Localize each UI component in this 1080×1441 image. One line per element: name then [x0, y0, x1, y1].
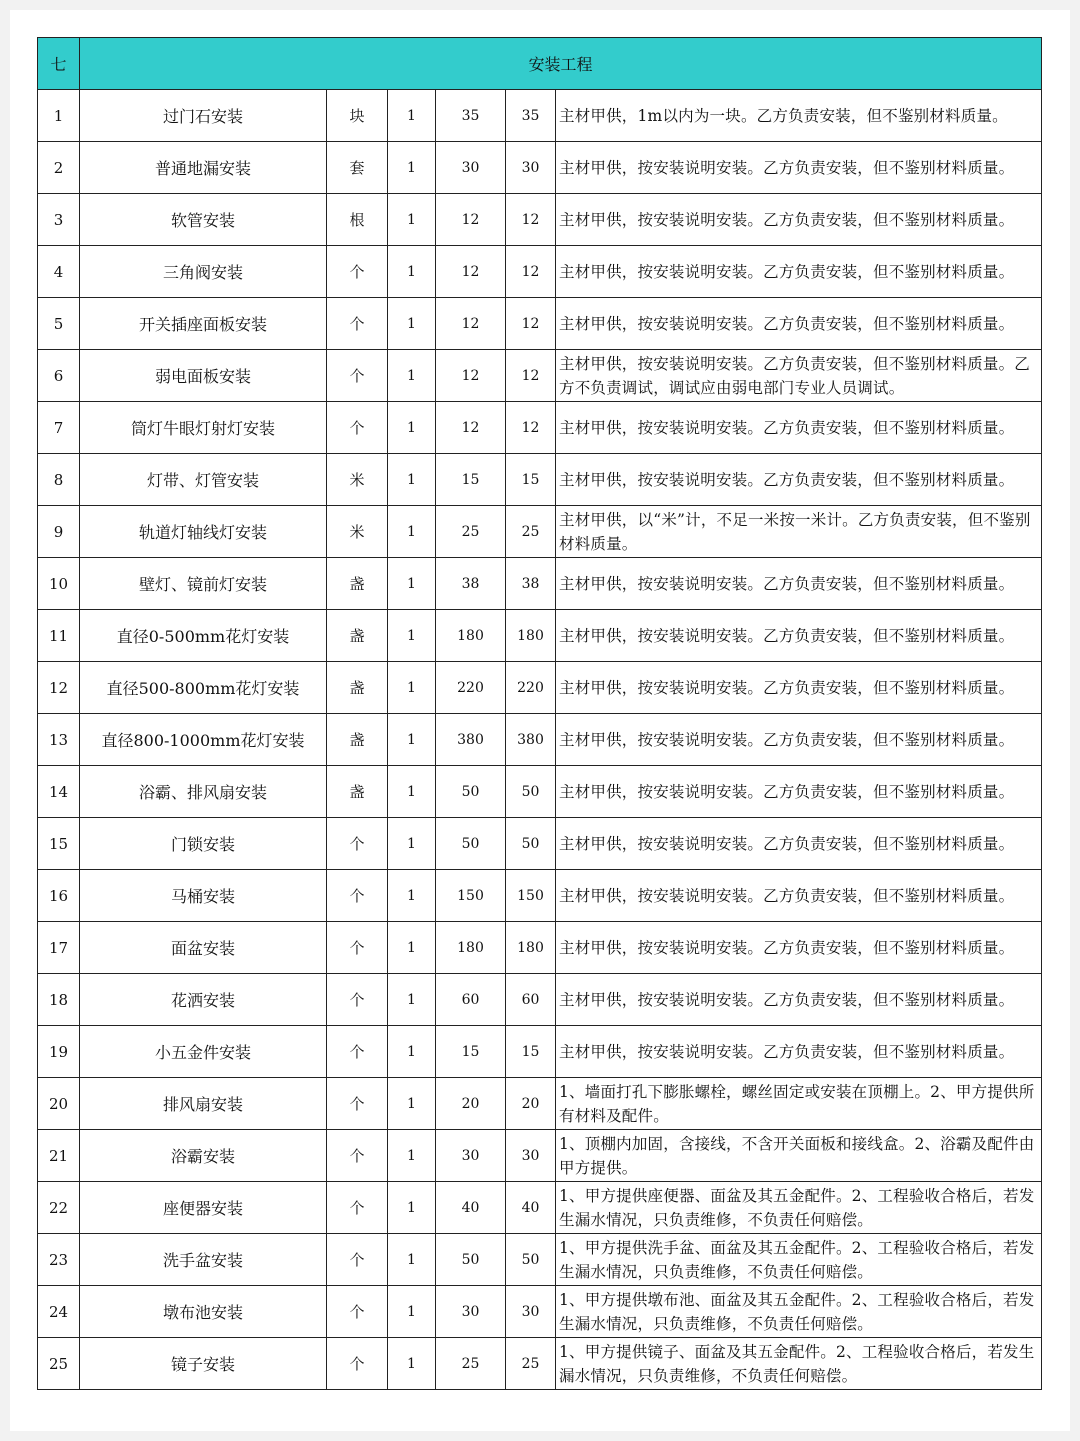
quantity-cell: 1	[388, 922, 436, 974]
remarks-cell: 1、甲方提供洗手盆、面盆及其五金配件。2、工程验收合格后，若发生漏水情况，只负责维修，不负责任何赔偿。	[556, 1234, 1042, 1286]
unit-price-cell: 12	[436, 402, 506, 454]
remarks-cell: 1、顶棚内加固，含接线，不含开关面板和接线盒。2、浴霸及配件由甲方提供。	[556, 1130, 1042, 1182]
quantity-cell: 1	[388, 1182, 436, 1234]
total-cell: 180	[506, 610, 556, 662]
item-name: 排风扇安装	[80, 1078, 327, 1130]
remarks-cell: 主材甲供，按安装说明安装。乙方负责安装，但不鉴别材料质量。	[556, 246, 1042, 298]
row-number: 10	[38, 558, 80, 610]
remarks-cell: 主材甲供，按安装说明安装。乙方负责安装，但不鉴别材料质量。	[556, 974, 1042, 1026]
unit-cell: 个	[327, 1338, 388, 1390]
remarks-cell: 主材甲供，按安装说明安装。乙方负责安装，但不鉴别材料质量。	[556, 558, 1042, 610]
quantity-cell: 1	[388, 1338, 436, 1390]
remarks-cell: 主材甲供，以“米”计，不足一米按一米计。乙方负责安装，但不鉴别材料质量。	[556, 506, 1042, 558]
total-cell: 50	[506, 1234, 556, 1286]
row-number: 18	[38, 974, 80, 1026]
table-row	[38, 610, 1042, 662]
row-number: 15	[38, 818, 80, 870]
table-row	[38, 298, 1042, 350]
unit-cell: 个	[327, 922, 388, 974]
total-cell: 60	[506, 974, 556, 1026]
remarks-cell: 主材甲供，按安装说明安装。乙方负责安装，但不鉴别材料质量。	[556, 454, 1042, 506]
total-cell: 12	[506, 402, 556, 454]
remarks-cell: 主材甲供，按安装说明安装。乙方负责安装，但不鉴别材料质量。	[556, 922, 1042, 974]
unit-cell: 个	[327, 974, 388, 1026]
unit-cell: 个	[327, 1286, 388, 1338]
row-number: 11	[38, 610, 80, 662]
item-name: 面盆安装	[80, 922, 327, 974]
remarks-cell: 主材甲供，按安装说明安装。乙方负责安装，但不鉴别材料质量。	[556, 662, 1042, 714]
quantity-cell: 1	[388, 974, 436, 1026]
section-index: 七	[38, 38, 80, 90]
unit-cell: 盏	[327, 558, 388, 610]
total-cell: 380	[506, 714, 556, 766]
quantity-cell: 1	[388, 818, 436, 870]
unit-price-cell: 20	[436, 1078, 506, 1130]
section-title: 安装工程	[80, 38, 1042, 90]
total-cell: 15	[506, 454, 556, 506]
table-row	[38, 974, 1042, 1026]
table-row	[38, 1130, 1042, 1182]
table-row	[38, 402, 1042, 454]
item-name: 浴霸安装	[80, 1130, 327, 1182]
unit-cell: 个	[327, 1130, 388, 1182]
item-name: 弱电面板安装	[80, 350, 327, 402]
quantity-cell: 1	[388, 350, 436, 402]
table-row	[38, 90, 1042, 142]
quantity-cell: 1	[388, 454, 436, 506]
item-name: 过门石安装	[80, 90, 327, 142]
remarks-cell: 主材甲供，按安装说明安装。乙方负责安装，但不鉴别材料质量。	[556, 870, 1042, 922]
unit-price-cell: 12	[436, 298, 506, 350]
row-number: 8	[38, 454, 80, 506]
item-name: 马桶安装	[80, 870, 327, 922]
unit-price-cell: 25	[436, 1338, 506, 1390]
remarks-cell: 主材甲供，1m以内为一块。乙方负责安装，但不鉴别材料质量。	[556, 90, 1042, 142]
total-cell: 30	[506, 142, 556, 194]
row-number: 21	[38, 1130, 80, 1182]
quantity-cell: 1	[388, 1130, 436, 1182]
remarks-cell: 主材甲供，按安装说明安装。乙方负责安装，但不鉴别材料质量。	[556, 402, 1042, 454]
quantity-cell: 1	[388, 298, 436, 350]
total-cell: 50	[506, 818, 556, 870]
total-cell: 12	[506, 246, 556, 298]
unit-cell: 米	[327, 454, 388, 506]
total-cell: 150	[506, 870, 556, 922]
total-cell: 25	[506, 1338, 556, 1390]
quantity-cell: 1	[388, 1286, 436, 1338]
item-name: 壁灯、镜前灯安装	[80, 558, 327, 610]
unit-cell: 盏	[327, 766, 388, 818]
remarks-cell: 1、墙面打孔下膨胀螺栓，螺丝固定或安装在顶棚上。2、甲方提供所有材料及配件。	[556, 1078, 1042, 1130]
remarks-cell: 1、甲方提供座便器、面盆及其五金配件。2、工程验收合格后，若发生漏水情况，只负责维修，不负责任何赔偿。	[556, 1182, 1042, 1234]
unit-cell: 根	[327, 194, 388, 246]
total-cell: 30	[506, 1130, 556, 1182]
quantity-cell: 1	[388, 90, 436, 142]
total-cell: 15	[506, 1026, 556, 1078]
table-row	[38, 454, 1042, 506]
table-row	[38, 506, 1042, 558]
table-row	[38, 246, 1042, 298]
unit-cell: 盏	[327, 662, 388, 714]
row-number: 20	[38, 1078, 80, 1130]
unit-cell: 米	[327, 506, 388, 558]
total-cell: 12	[506, 350, 556, 402]
quantity-cell: 1	[388, 1078, 436, 1130]
item-name: 洗手盆安装	[80, 1234, 327, 1286]
total-cell: 50	[506, 766, 556, 818]
remarks-cell: 主材甲供，按安装说明安装。乙方负责安装，但不鉴别材料质量。	[556, 714, 1042, 766]
row-number: 9	[38, 506, 80, 558]
table-row	[38, 1286, 1042, 1338]
table-row	[38, 870, 1042, 922]
table-row	[38, 1182, 1042, 1234]
item-name: 门锁安装	[80, 818, 327, 870]
row-number: 4	[38, 246, 80, 298]
remarks-cell: 主材甲供，按安装说明安装。乙方负责安装，但不鉴别材料质量。	[556, 142, 1042, 194]
document-sheet	[10, 10, 1070, 1431]
row-number: 16	[38, 870, 80, 922]
unit-cell: 盏	[327, 610, 388, 662]
table-row	[38, 922, 1042, 974]
item-name: 直径0-500mm花灯安装	[80, 610, 327, 662]
total-cell: 38	[506, 558, 556, 610]
remarks-cell: 主材甲供，按安装说明安装。乙方负责安装，但不鉴别材料质量。	[556, 610, 1042, 662]
installation-price-table	[37, 37, 1042, 1390]
total-cell: 12	[506, 298, 556, 350]
section-header-row	[38, 38, 1042, 90]
table-row	[38, 1338, 1042, 1390]
table-row	[38, 818, 1042, 870]
row-number: 13	[38, 714, 80, 766]
row-number: 6	[38, 350, 80, 402]
remarks-cell: 1、甲方提供镜子、面盆及其五金配件。2、工程验收合格后，若发生漏水情况，只负责维修，不负责任何赔偿。	[556, 1338, 1042, 1390]
remarks-cell: 主材甲供，按安装说明安装。乙方负责安装，但不鉴别材料质量。	[556, 298, 1042, 350]
unit-price-cell: 180	[436, 922, 506, 974]
remarks-cell: 主材甲供，按安装说明安装。乙方负责安装，但不鉴别材料质量。	[556, 818, 1042, 870]
unit-cell: 个	[327, 402, 388, 454]
item-name: 小五金件安装	[80, 1026, 327, 1078]
row-number: 24	[38, 1286, 80, 1338]
item-name: 花洒安装	[80, 974, 327, 1026]
item-name: 座便器安装	[80, 1182, 327, 1234]
item-name: 直径500-800mm花灯安装	[80, 662, 327, 714]
row-number: 5	[38, 298, 80, 350]
table-row	[38, 558, 1042, 610]
total-cell: 40	[506, 1182, 556, 1234]
unit-price-cell: 15	[436, 454, 506, 506]
table-row	[38, 194, 1042, 246]
quantity-cell: 1	[388, 870, 436, 922]
item-name: 普通地漏安装	[80, 142, 327, 194]
unit-price-cell: 12	[436, 194, 506, 246]
unit-price-cell: 35	[436, 90, 506, 142]
unit-price-cell: 150	[436, 870, 506, 922]
table-row	[38, 1026, 1042, 1078]
table-row	[38, 662, 1042, 714]
item-name: 三角阀安装	[80, 246, 327, 298]
item-name: 直径800-1000mm花灯安装	[80, 714, 327, 766]
unit-price-cell: 38	[436, 558, 506, 610]
item-name: 镜子安装	[80, 1338, 327, 1390]
unit-price-cell: 50	[436, 1234, 506, 1286]
table-row	[38, 766, 1042, 818]
quantity-cell: 1	[388, 506, 436, 558]
row-number: 19	[38, 1026, 80, 1078]
quantity-cell: 1	[388, 714, 436, 766]
unit-price-cell: 30	[436, 1130, 506, 1182]
total-cell: 25	[506, 506, 556, 558]
quantity-cell: 1	[388, 558, 436, 610]
remarks-cell: 主材甲供，按安装说明安装。乙方负责安装，但不鉴别材料质量。	[556, 1026, 1042, 1078]
unit-cell: 个	[327, 870, 388, 922]
unit-price-cell: 12	[436, 246, 506, 298]
unit-cell: 个	[327, 298, 388, 350]
row-number: 14	[38, 766, 80, 818]
remarks-cell: 主材甲供，按安装说明安装。乙方负责安装，但不鉴别材料质量。	[556, 194, 1042, 246]
item-name: 灯带、灯管安装	[80, 454, 327, 506]
unit-price-cell: 50	[436, 766, 506, 818]
unit-cell: 个	[327, 350, 388, 402]
unit-price-cell: 60	[436, 974, 506, 1026]
unit-cell: 个	[327, 1234, 388, 1286]
quantity-cell: 1	[388, 610, 436, 662]
table-row	[38, 142, 1042, 194]
total-cell: 35	[506, 90, 556, 142]
unit-cell: 盏	[327, 714, 388, 766]
quantity-cell: 1	[388, 246, 436, 298]
row-number: 17	[38, 922, 80, 974]
table-row	[38, 1078, 1042, 1130]
unit-price-cell: 220	[436, 662, 506, 714]
unit-cell: 个	[327, 1078, 388, 1130]
table-row	[38, 1234, 1042, 1286]
unit-price-cell: 15	[436, 1026, 506, 1078]
table-row	[38, 350, 1042, 402]
item-name: 墩布池安装	[80, 1286, 327, 1338]
unit-price-cell: 40	[436, 1182, 506, 1234]
row-number: 7	[38, 402, 80, 454]
unit-cell: 个	[327, 1182, 388, 1234]
remarks-cell: 主材甲供，按安装说明安装。乙方负责安装，但不鉴别材料质量。乙方不负责调试，调试应由弱电部门专业人员调试。	[556, 350, 1042, 402]
row-number: 25	[38, 1338, 80, 1390]
item-name: 开关插座面板安装	[80, 298, 327, 350]
total-cell: 12	[506, 194, 556, 246]
quantity-cell: 1	[388, 766, 436, 818]
item-name: 轨道灯轴线灯安装	[80, 506, 327, 558]
remarks-cell: 主材甲供，按安装说明安装。乙方负责安装，但不鉴别材料质量。	[556, 766, 1042, 818]
unit-price-cell: 30	[436, 1286, 506, 1338]
item-name: 软管安装	[80, 194, 327, 246]
row-number: 23	[38, 1234, 80, 1286]
unit-price-cell: 30	[436, 142, 506, 194]
total-cell: 20	[506, 1078, 556, 1130]
row-number: 22	[38, 1182, 80, 1234]
quantity-cell: 1	[388, 1234, 436, 1286]
remarks-cell: 1、甲方提供墩布池、面盆及其五金配件。2、工程验收合格后，若发生漏水情况，只负责维修，不负责任何赔偿。	[556, 1286, 1042, 1338]
quantity-cell: 1	[388, 1026, 436, 1078]
quantity-cell: 1	[388, 142, 436, 194]
unit-cell: 套	[327, 142, 388, 194]
unit-price-cell: 12	[436, 350, 506, 402]
row-number: 1	[38, 90, 80, 142]
quantity-cell: 1	[388, 402, 436, 454]
row-number: 3	[38, 194, 80, 246]
quantity-cell: 1	[388, 662, 436, 714]
unit-price-cell: 25	[436, 506, 506, 558]
row-number: 2	[38, 142, 80, 194]
total-cell: 220	[506, 662, 556, 714]
unit-cell: 个	[327, 246, 388, 298]
unit-price-cell: 180	[436, 610, 506, 662]
row-number: 12	[38, 662, 80, 714]
item-name: 浴霸、排风扇安装	[80, 766, 327, 818]
unit-cell: 个	[327, 1026, 388, 1078]
total-cell: 180	[506, 922, 556, 974]
unit-cell: 块	[327, 90, 388, 142]
quantity-cell: 1	[388, 194, 436, 246]
unit-price-cell: 380	[436, 714, 506, 766]
table-row	[38, 714, 1042, 766]
unit-price-cell: 50	[436, 818, 506, 870]
total-cell: 30	[506, 1286, 556, 1338]
item-name: 筒灯牛眼灯射灯安装	[80, 402, 327, 454]
unit-cell: 个	[327, 818, 388, 870]
